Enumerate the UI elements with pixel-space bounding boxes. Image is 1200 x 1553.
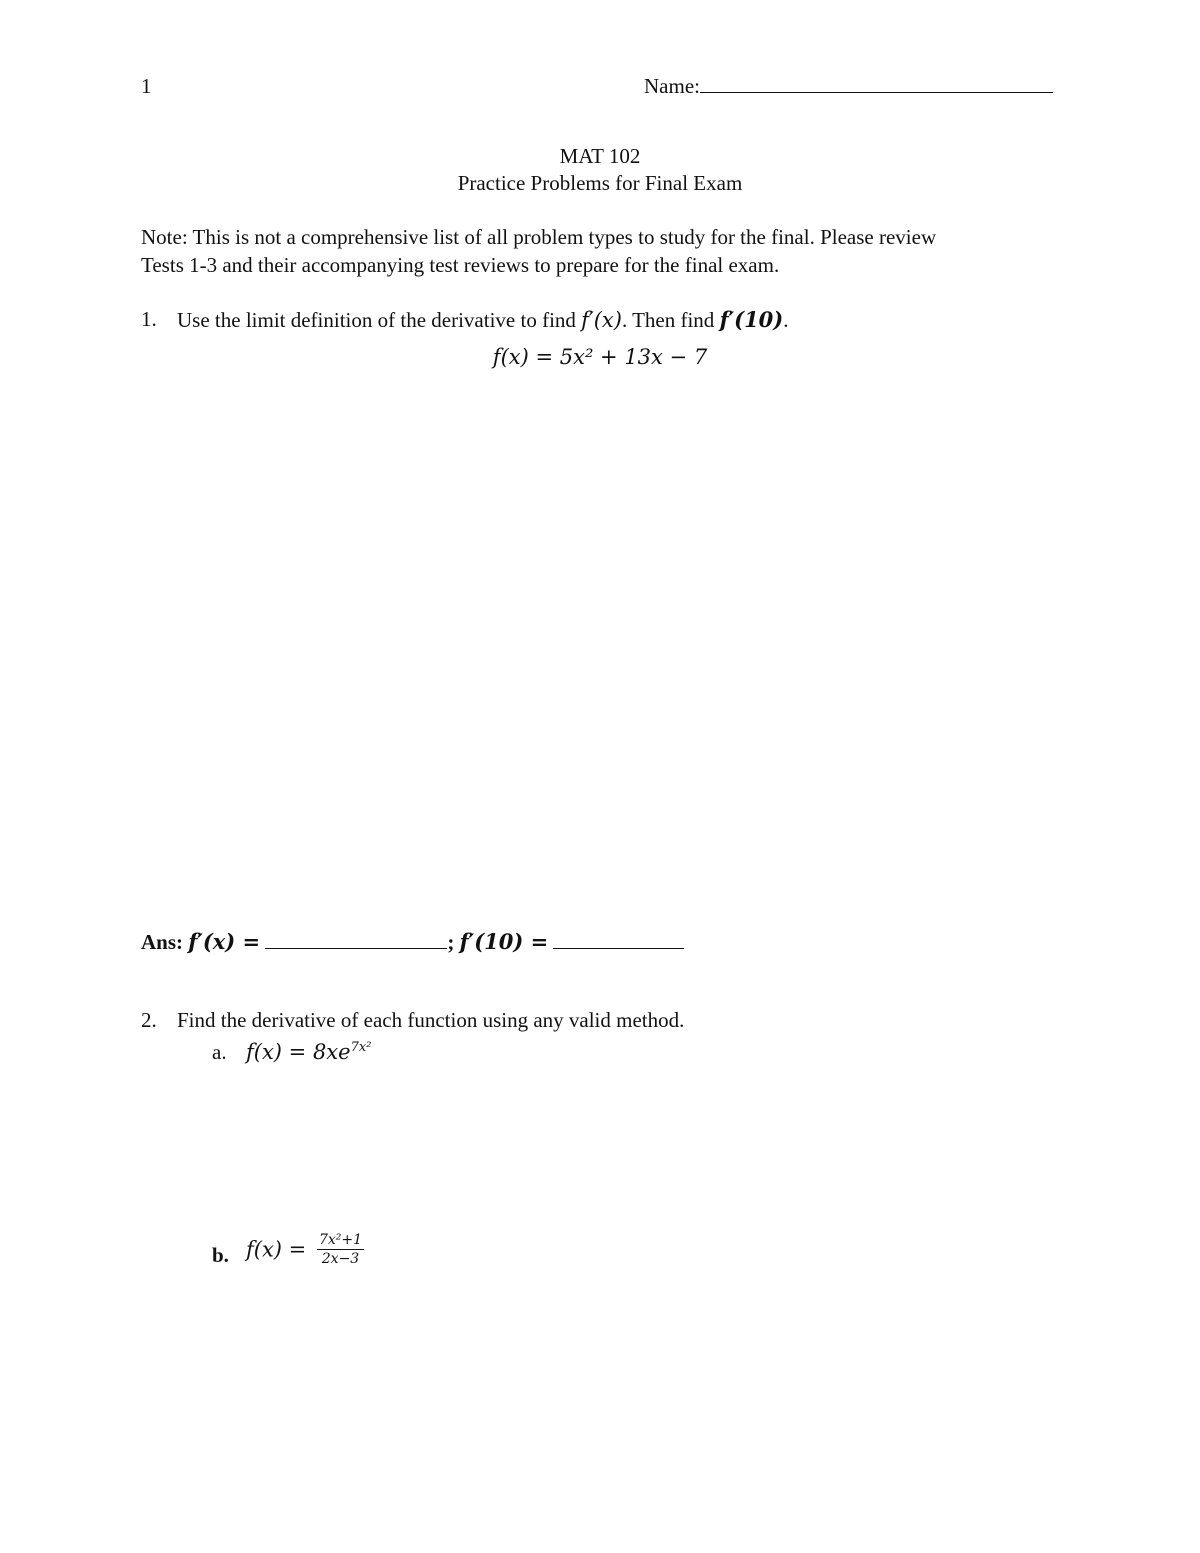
- problem-2a-exponent: 7x²: [350, 1040, 372, 1055]
- note-line-1: Note: This is not a comprehensive list of all problem types to study for the final. Please review: [141, 225, 937, 249]
- problem-1-text-c: .: [783, 308, 789, 332]
- answer-separator: ;: [447, 930, 455, 954]
- problem-1-answer-line[interactable]: [141, 929, 684, 955]
- problem-1-statement: [177, 307, 788, 333]
- answer-blank-derivative[interactable]: [265, 948, 447, 949]
- problem-2b-function: [246, 1232, 364, 1267]
- name-label: Name:: [644, 74, 700, 98]
- problem-2b-denominator: 2x−3: [321, 1251, 360, 1267]
- problem-1-number: 1.: [141, 307, 157, 331]
- answer-blank-value[interactable]: [553, 948, 684, 949]
- answer-expr-value: f′(10) =: [459, 929, 549, 954]
- problem-1-expr-b: f′(10): [719, 307, 784, 332]
- answer-label: Ans:: [141, 930, 184, 954]
- problem-1-expr-a: f′(x): [581, 308, 622, 332]
- course-title: MAT 102: [559, 144, 641, 168]
- page-number: 1: [141, 74, 152, 98]
- problem-1-text-a: Use the limit definition of the derivative to find: [177, 308, 576, 332]
- problem-2b-numerator: 7x²+1: [318, 1232, 363, 1248]
- problem-2a-function: [246, 1040, 371, 1064]
- problem-2-text: Find the derivative of each function using any valid method.: [177, 1008, 685, 1032]
- problem-1-text-b: . Then find: [621, 308, 715, 332]
- answer-expr-derivative: f′(x) =: [188, 929, 261, 954]
- note-line-2: Tests 1-3 and their accompanying test reviews to prepare for the final exam.: [141, 253, 780, 277]
- problem-1-function: f(x) = 5x² + 13x − 7: [492, 345, 708, 369]
- problem-2b-fraction: [317, 1232, 364, 1267]
- name-blank-line[interactable]: [700, 92, 1053, 93]
- problem-2b-label: b.: [212, 1243, 229, 1267]
- problem-2a-lhs: f(x) = 8xe: [246, 1040, 351, 1064]
- problem-2a-label: a.: [212, 1040, 227, 1064]
- problem-2b-lhs: f(x) =: [246, 1237, 307, 1262]
- problem-2-number: 2.: [141, 1008, 157, 1032]
- document-subtitle: Practice Problems for Final Exam: [457, 171, 743, 195]
- name-field[interactable]: [644, 74, 1053, 99]
